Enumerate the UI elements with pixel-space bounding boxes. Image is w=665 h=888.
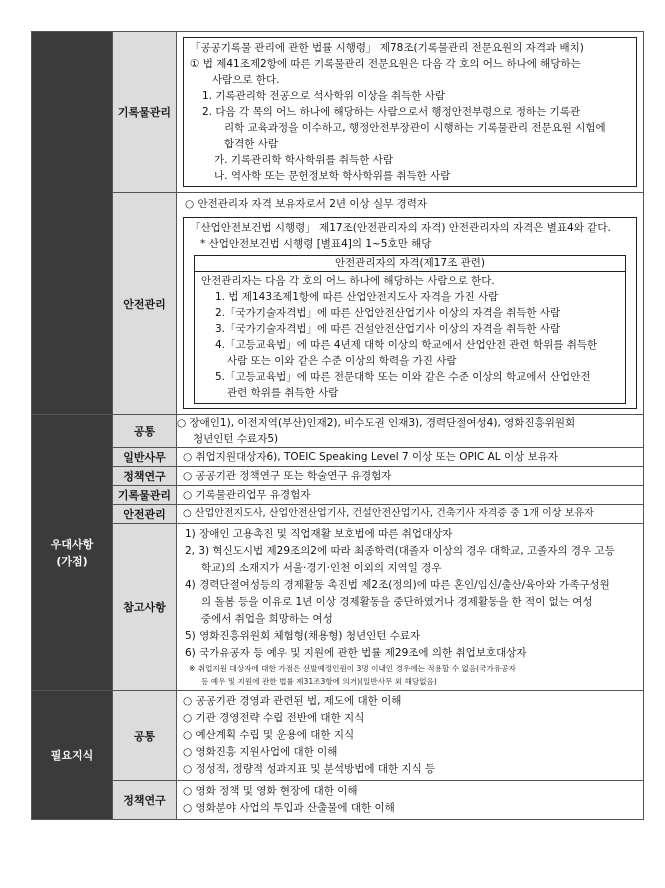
knowledge-policy-label: 정책연구 — [113, 781, 177, 820]
knowledge-common-3: ○ 예산계획 수립 및 운용에 대한 지식 — [183, 729, 355, 741]
records-line-5: 리학 교육과정을 이수하고, 행정안전부장관이 시행하는 기록물관리 전문요원 시험에 — [224, 122, 606, 134]
pref-records-row — [32, 486, 644, 505]
pref-safety-label: 안전관리 — [113, 505, 177, 524]
preference-label-2: (가점) — [56, 554, 88, 568]
safety-law-box — [183, 217, 637, 409]
knowledge-policy-content — [177, 781, 644, 820]
knowledge-policy-2: ○ 영화분야 사업의 투입과 산출물에 대한 이해 — [183, 802, 395, 814]
records-row — [32, 32, 644, 193]
safety-inner-2: 2.「국가기술자격법」에 따른 산업안전산업기사 이상의 자격을 취득한 사람 — [215, 307, 561, 319]
pref-footnote-2: 등 예우 및 지원에 관한 법률 제31조3항에 의거)(일반사무 외 해당없음) — [201, 677, 437, 686]
safety-inner-6: 5.「고등교육법」에 따른 전문대학 또는 이와 같은 수준 이상의 학교에서 산업안전 — [215, 371, 591, 383]
pref-notes-label: 참고사항 — [113, 524, 177, 691]
pref-common-label: 공통 — [113, 415, 177, 448]
records-line-3: 1. 기록관리학 전공으로 석사학위 이상을 취득한 사람 — [202, 90, 446, 102]
safety-first: ○ 안전관리자 자격 보유자로서 2년 이상 실무 경력자 — [185, 198, 428, 210]
pref-note-8: 6) 국가유공자 등 예우 및 지원에 관한 법률 제29조에 의한 취업보호대상자 — [185, 647, 527, 659]
pref-general-row — [32, 448, 644, 467]
records-line-4: 2. 다음 각 목의 어느 하나에 해당하는 사람으로서 행정안전부령으로 정하는 기록관 — [202, 106, 581, 118]
pref-records-label: 기록물관리 — [113, 486, 177, 505]
pref-safety-content — [177, 505, 644, 524]
knowledge-common-content — [177, 691, 644, 781]
job-requirements-table — [31, 31, 644, 820]
knowledge-category: 필요지식 — [32, 691, 113, 820]
pref-safety-row — [32, 505, 644, 524]
safety-label: 안전관리 — [113, 193, 177, 415]
safety-inner-intro: 안전관리자는 다음 각 호의 어느 하나에 해당하는 사람으로 한다. — [201, 275, 495, 287]
pref-general-content — [177, 448, 644, 467]
safety-inner-4: 4.「고등교육법」에 따른 4년제 대학 이상의 학교에서 산업안전 관련 학위를 취득한 — [215, 339, 598, 351]
safety-inner-5: 사람 또는 이와 같은 수준 이상의 학력을 가진 사람 — [227, 355, 457, 367]
pref-common-line-1: ○ 장애인1), 이전지역(부산)인재2), 비수도권 인재3), 경력단절여성4), 영화진흥위원회 — [177, 417, 576, 429]
pref-note-2: 2, 3) 혁신도시법 제29조의2에 따라 최종학력(대졸자 이상의 경우 대학교, 고졸자의 경우 고등 — [185, 545, 615, 557]
records-line-7: 가. 기록관리학 학사학위를 취득한 사람 — [214, 154, 393, 166]
knowledge-common-label: 공통 — [113, 691, 177, 781]
pref-general-label: 일반사무 — [113, 448, 177, 467]
pref-notes-content — [177, 524, 644, 691]
pref-note-3: 학교)의 소재지가 서울·경기·인천 이외의 지역일 경우 — [201, 562, 442, 574]
knowledge-policy-1: ○ 영화 정책 및 영화 현장에 대한 이해 — [183, 785, 358, 797]
pref-policy-line: ○ 공공기관 정책연구 또는 학술연구 유경험자 — [183, 470, 392, 482]
pref-policy-row — [32, 467, 644, 486]
safety-law-note: * 산업안전보건법 시행령 [별표4]의 1~5호만 해당 — [200, 238, 432, 250]
preference-label-1: 우대사항 — [50, 537, 94, 551]
preference-category — [32, 415, 113, 691]
pref-notes-row — [32, 524, 644, 691]
knowledge-common-5: ○ 정성적, 정량적 성과지표 및 분석방법에 대한 지식 등 — [183, 763, 436, 775]
records-line-2: 사람으로 한다. — [212, 74, 280, 86]
safety-inner-7: 관련 학위를 취득한 사람 — [227, 387, 339, 399]
safety-law-title: 「산업안전보건법 시행령」 제17조(안전관리자의 자격) 안전관리자의 자격은 별표4와 같다. — [190, 222, 611, 234]
safety-inner-3: 3.「국가기술자격법」에 따른 건설안전산업기사 이상의 자격을 취득한 사람 — [215, 323, 561, 335]
qualification-category — [32, 32, 113, 415]
knowledge-common-1: ○ 공공기관 경영과 관련된 법, 제도에 대한 이해 — [183, 695, 402, 707]
pref-policy-label: 정책연구 — [113, 467, 177, 486]
pref-records-line: ○ 기록물관리업무 유경험자 — [183, 489, 311, 501]
pref-safety-line: ○ 산업안전지도사, 산업안전산업기사, 건설안전산업기사, 건축기사 자격증 중 1개 이상 보유자 — [183, 508, 594, 519]
pref-note-1: 1) 장애인 고용촉진 및 직업재활 보호법에 따른 취업대상자 — [185, 528, 453, 540]
pref-records-content — [177, 486, 644, 505]
records-law-box — [183, 37, 637, 187]
pref-note-5: 의 돌봄 등을 이유로 1년 이상 경제활동을 중단하였거나 경제활동을 한 적이 없는 여성 — [201, 596, 593, 608]
records-line-8: 나. 역사학 또는 문헌정보학 학사학위를 취득한 사람 — [214, 170, 451, 182]
knowledge-common-2: ○ 기관 경영전략 수립 전반에 대한 지식 — [183, 712, 365, 724]
safety-inner-1: 1. 법 제143조제1항에 따른 산업안전지도사 자격을 가진 사람 — [215, 291, 499, 303]
records-label: 기록물관리 — [113, 32, 177, 193]
records-law-title: 「공공기록물 관리에 관한 법률 시행령」 제78조(기록물관리 전문요원의 자격과 배치) — [190, 42, 584, 54]
pref-note-7: 5) 영화진흥위원회 체험형(채용형) 청년인턴 수료자 — [185, 630, 421, 642]
knowledge-common-4: ○ 영화진흥 지원사업에 대한 이해 — [183, 746, 338, 758]
pref-common-line-2: 청년인턴 수료자5) — [193, 433, 279, 445]
pref-note-6: 중에서 취업을 희망하는 여성 — [201, 613, 333, 625]
knowledge-policy-row — [32, 781, 644, 820]
records-line-1: ① 법 제41조제2항에 따른 기록물관리 전문요원은 다음 각 호의 어느 하나에 해당하는 — [190, 58, 581, 70]
pref-common-content — [177, 415, 644, 448]
pref-common-row — [32, 415, 644, 448]
records-line-6: 합격한 사람 — [224, 138, 279, 150]
knowledge-common-row — [32, 691, 644, 781]
safety-inner-box — [194, 255, 626, 404]
pref-footnote-1: ※ 취업지원 대상자에 대한 가점은 선발예정인원이 3명 이내인 경우에는 적용할 수 없음(국가유공자 — [189, 664, 516, 673]
pref-policy-content — [177, 467, 644, 486]
safety-content — [177, 193, 644, 415]
safety-inner-title: 안전관리자의 자격(제17조 관련) — [195, 256, 625, 272]
pref-general-line: ○ 취업지원대상자6), TOEIC Speaking Level 7 이상 또는 OPIC AL 이상 보유자 — [183, 451, 559, 463]
records-content — [177, 32, 644, 193]
safety-row — [32, 193, 644, 415]
pref-note-4: 4) 경력단절여성등의 경제활동 촉진법 제2조(정의)에 따른 혼인/임신/출산/육아와 가족구성원 — [185, 579, 610, 591]
